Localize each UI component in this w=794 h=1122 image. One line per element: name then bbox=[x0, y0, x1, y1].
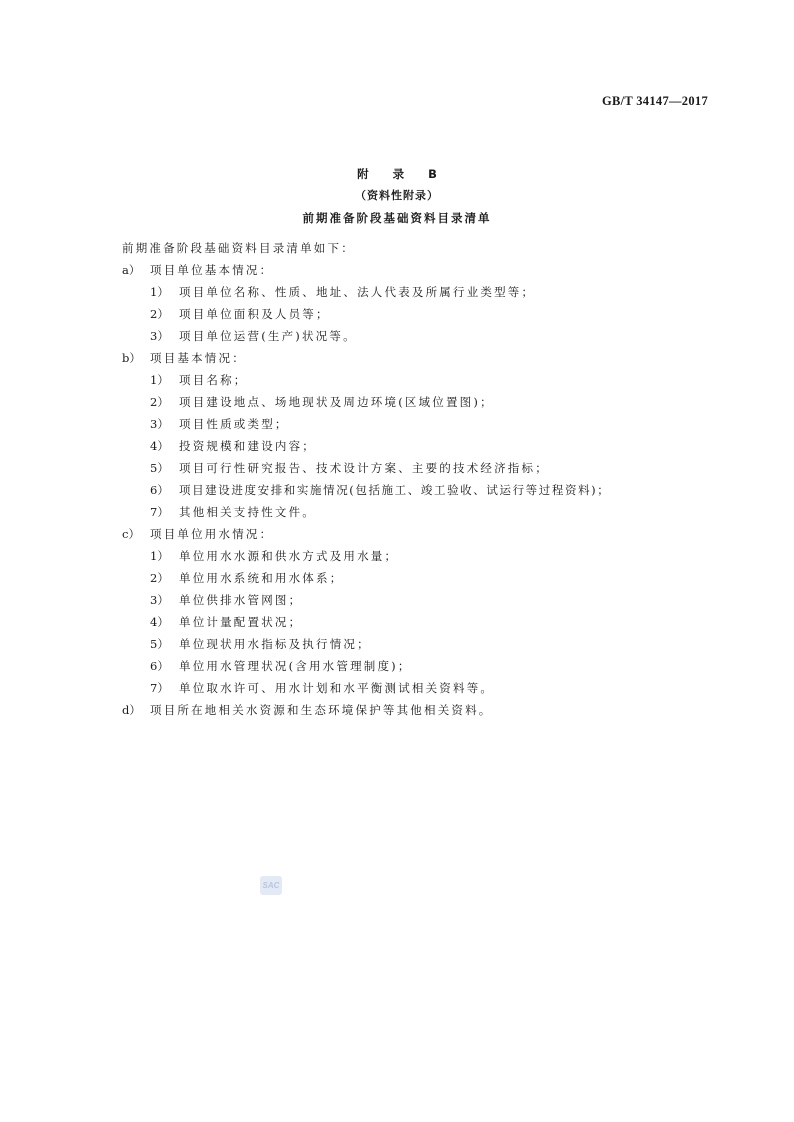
sub-list-marker: 1） bbox=[150, 373, 169, 387]
sub-list-marker: 7） bbox=[150, 505, 169, 519]
sub-list-item-text: 项目单位名称、性质、地址、法人代表及所属行业类型等； bbox=[179, 285, 536, 299]
list-marker: c） bbox=[122, 527, 140, 541]
sub-list-marker: 4） bbox=[150, 615, 169, 629]
list-item-text: 项目单位用水情况： bbox=[150, 527, 274, 541]
annex-title: 前期准备阶段基础资料目录清单 bbox=[302, 211, 492, 225]
sub-list-item-text: 单位现状用水指标及执行情况； bbox=[179, 637, 371, 651]
sub-list-item-text: 项目建设地点、场地现状及周边环境(区域位置图)； bbox=[179, 395, 494, 409]
list-item-text: 项目所在地相关水资源和生态环境保护等其他相关资料。 bbox=[150, 703, 493, 717]
sub-list-item-text: 项目性质或类型； bbox=[179, 417, 289, 431]
sub-list-marker: 2） bbox=[150, 571, 169, 585]
sub-list-marker: 1） bbox=[150, 549, 169, 563]
sub-list-marker: 4） bbox=[150, 439, 169, 453]
sub-list-item-text: 项目单位运营(生产)状况等。 bbox=[179, 329, 357, 343]
sub-list-marker: 1） bbox=[150, 285, 169, 299]
list-item-text: 项目基本情况： bbox=[150, 351, 246, 365]
sub-list-item-text: 项目单位面积及人员等； bbox=[179, 307, 330, 321]
sub-list-marker: 3） bbox=[150, 417, 169, 431]
list-item-text: 项目单位基本情况： bbox=[150, 263, 274, 277]
sub-list-marker: 6） bbox=[150, 659, 169, 673]
sub-list-item-text: 单位用水管理状况(含用水管理制度)； bbox=[179, 659, 412, 673]
list-marker: d） bbox=[122, 703, 141, 717]
sub-list-item-text: 投资规模和建设内容； bbox=[179, 439, 316, 453]
sub-list-item-text: 单位计量配置状况； bbox=[179, 615, 303, 629]
list-marker: b） bbox=[122, 351, 141, 365]
sub-list-item-text: 项目名称； bbox=[179, 373, 248, 387]
sub-list-item-text: 单位用水水源和供水方式及用水量； bbox=[179, 549, 399, 563]
sub-list-item-text: 其他相关支持性文件。 bbox=[179, 505, 316, 519]
list-marker: a） bbox=[122, 263, 141, 277]
sub-list-item-text: 项目建设进度安排和实施情况(包括施工、竣工验收、试运行等过程资料)； bbox=[179, 483, 611, 497]
sub-list-marker: 3） bbox=[150, 329, 169, 343]
standard-number: GB/T 34147—2017 bbox=[601, 94, 708, 108]
annex-heading bbox=[0, 164, 794, 229]
sub-list-item-text: 单位用水系统和用水体系； bbox=[179, 571, 344, 585]
sub-list-item-text: 项目可行性研究报告、技术设计方案、主要的技术经济指标； bbox=[179, 461, 549, 475]
sub-list-item-text: 单位取水许可、用水计划和水平衡测试相关资料等。 bbox=[179, 681, 495, 695]
sub-list-marker: 5） bbox=[150, 637, 169, 651]
sub-list-marker: 7） bbox=[150, 681, 169, 695]
annex-type: （资料性附录） bbox=[355, 189, 439, 202]
sub-list-marker: 5） bbox=[150, 461, 169, 475]
sub-list-marker: 2） bbox=[150, 395, 169, 409]
sub-list-marker: 3） bbox=[150, 593, 169, 607]
annex-label: 附 录 B bbox=[357, 167, 447, 181]
sub-list-marker: 6） bbox=[150, 483, 169, 497]
intro-text: 前期准备阶段基础资料目录清单如下： bbox=[122, 241, 355, 255]
sub-list-item-text: 单位供排水管网图； bbox=[179, 593, 303, 607]
sub-list-marker: 2） bbox=[150, 307, 169, 321]
sac-watermark-logo: SAC bbox=[260, 876, 282, 895]
